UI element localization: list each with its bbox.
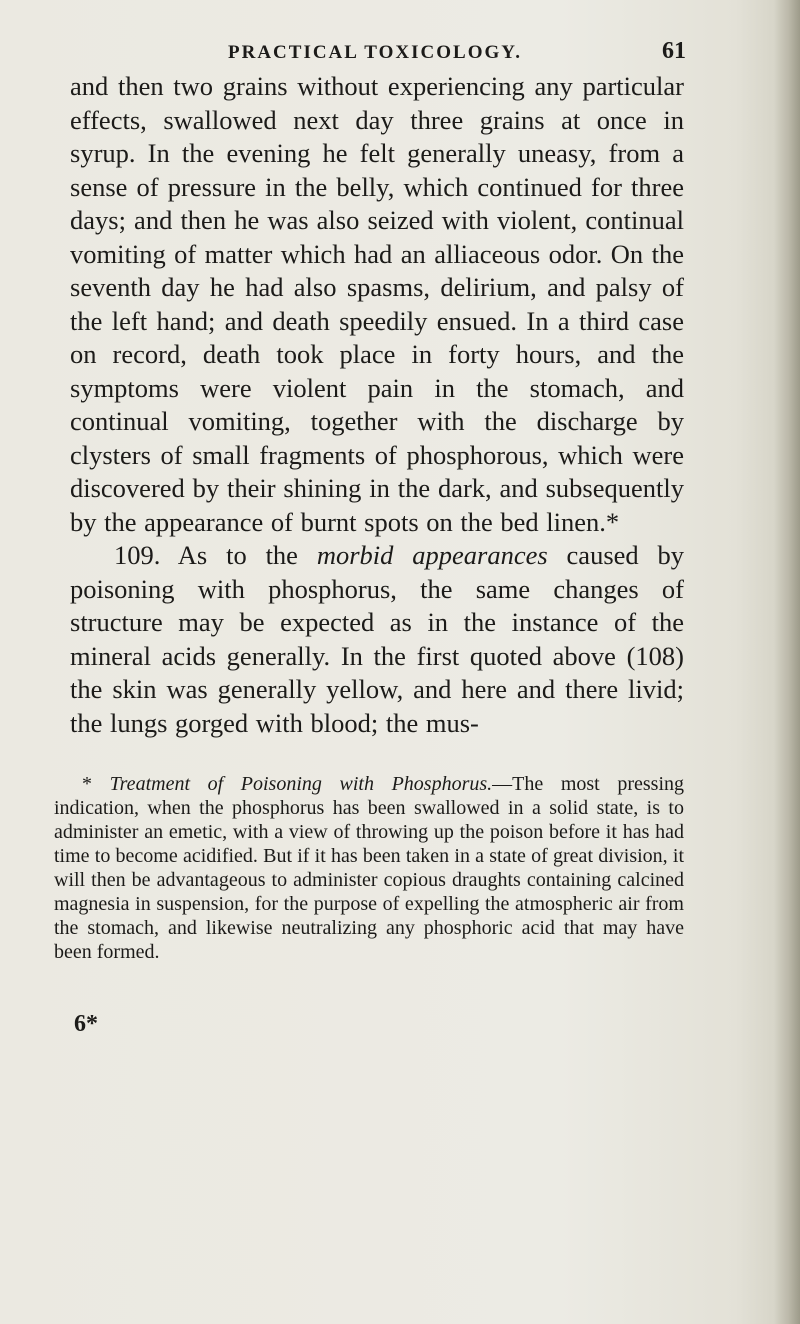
paragraph-2 [70, 539, 684, 740]
footnote-paragraph [54, 772, 684, 964]
page-binding-edge [774, 0, 800, 1324]
running-head [228, 42, 658, 64]
footnote-title: Treatment of Poisoning with Phosphorus. [109, 773, 493, 795]
signature-mark: 6* [74, 1011, 98, 1037]
page-number: 61 [662, 38, 686, 64]
paragraph-2-text: caused by poisoning with phosphorus, the same changes of structure may be expected as in the instance of the mineral acids generally. In the first quoted above (108) the skin was generally yellow, and here and there livid; the lungs gorged with blood; the mus- [70, 540, 685, 738]
paragraph-2-emphasis: morbid appearances [316, 540, 548, 570]
paragraph-2-lead: As to the [177, 540, 298, 570]
footnote-marker: * [82, 773, 92, 795]
footnote-text: —The most pressing indication, when the phosphorus has been swallowed in a solid state, is to administer an emetic, with a view of throwing up the poison before it has had time to become acidified. But if it has been taken in a state of great division, it will then be advantageous to administer copious draughts containing calcined magnesia in suspension, for the purpose of expelling the atmospheric air from the stomach, and likewise neutralizing any phosphoric acid that may have been formed. [54, 773, 685, 963]
running-head-title: PRACTICAL TOXICOLOGY. [228, 42, 522, 63]
paragraph-number: 109. [114, 540, 161, 570]
footnote [54, 772, 684, 964]
body-text [70, 70, 684, 740]
paragraph-1: and then two grains without experiencing any particular effects, swallowed next day three grains at once in syrup. In the evening he felt generally uneasy, from a sense of pressure in the belly, which continued for three days; and then he was also seized with violent, continual vomiting of matter which had an alliaceous odor. On the seventh day he had also spasms, delirium, and palsy of the left hand; and death speedily ensued. In a third case on record, death took place in forty hours, and the symptoms were violent pain in the stomach, and continual vomiting, together with the discharge by clysters of small fragments of phosphorous, which were discovered by their shining in the dark, and subsequently by the appearance of burnt spots on the bed linen.* [70, 71, 684, 537]
